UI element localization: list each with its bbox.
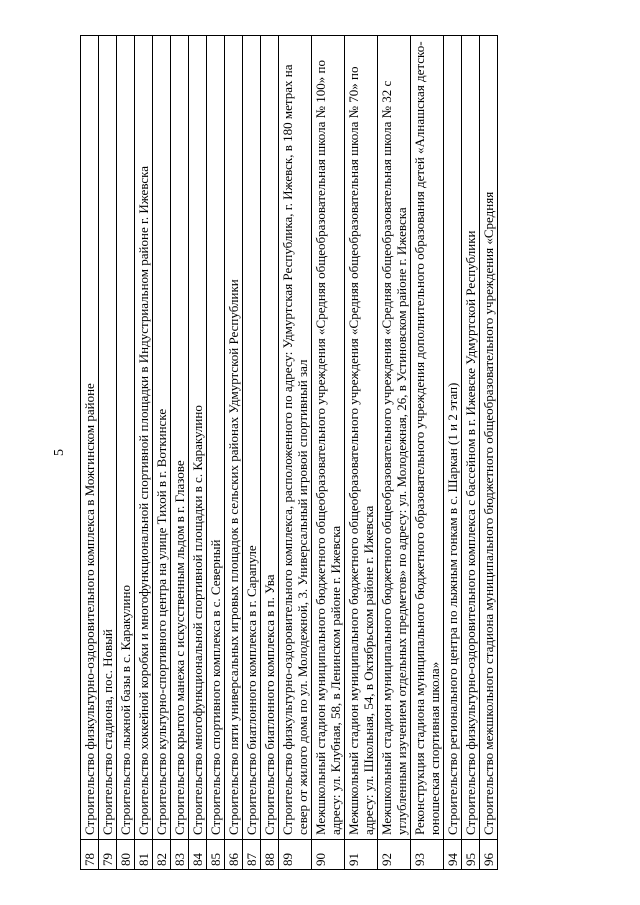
table-row bbox=[99, 36, 117, 870]
row-number: 86 bbox=[225, 840, 243, 870]
project-description: Строительство межшкольного стадиона муниципального бюджетного общеобразовательного учреждения «Средняя bbox=[480, 36, 498, 840]
project-description: Строительство крытого манежа с искусственным льдом в г. Глазове bbox=[171, 36, 189, 840]
project-description: Строительство физкультурно-оздоровительного комплекса с бассейном в г. Ижевске Удмуртской Республики bbox=[462, 36, 480, 840]
table-row bbox=[378, 36, 411, 870]
project-description: Реконструкция стадиона муниципального бюджетного образовательного учреждения дополнительного образования детей «Алнашская детско-юношеская спортивная школа» bbox=[411, 36, 444, 840]
table-row bbox=[345, 36, 378, 870]
table-row bbox=[153, 36, 171, 870]
table-row bbox=[480, 36, 498, 870]
page-number: 5 bbox=[52, 449, 67, 456]
table-row bbox=[207, 36, 225, 870]
table-row bbox=[261, 36, 279, 870]
table-body bbox=[81, 36, 498, 870]
row-number: 92 bbox=[378, 840, 411, 870]
row-number: 81 bbox=[135, 840, 153, 870]
row-number: 83 bbox=[171, 840, 189, 870]
row-number: 91 bbox=[345, 840, 378, 870]
project-description: Строительство хоккейной коробки и многофункциональной спортивной площадки в Индустриальном районе г. Ижевска bbox=[135, 36, 153, 840]
construction-projects-table bbox=[80, 35, 498, 870]
row-number: 94 bbox=[444, 840, 462, 870]
project-description: Строительство пяти универсальных игровых площадок в сельских районах Удмуртской Республики bbox=[225, 36, 243, 840]
row-number: 90 bbox=[312, 840, 345, 870]
table-row bbox=[462, 36, 480, 870]
project-description: Межшкольный стадион муниципального бюджетного общеобразовательного учреждения «Средняя общеобразовательная школа № 100» по адресу: ул. Клубная, 58, в Ленинском районе г. Ижевска bbox=[312, 36, 345, 840]
project-description: Межшкольный стадион муниципального бюджетного общеобразовательного учреждения «Средняя общеобразовательная школа № 70» по адресу: ул. Школьная, 54, в Октябрьском районе г. Ижевска bbox=[345, 36, 378, 840]
project-description: Строительство многофункциональной спортивной площадки в с. Каракулино bbox=[189, 36, 207, 840]
project-description: Строительство биатлонного комплекса в п. Ува bbox=[261, 36, 279, 840]
project-description: Строительство биатлонного комплекса в г. Сарапуле bbox=[243, 36, 261, 840]
row-number: 80 bbox=[117, 840, 135, 870]
table-row bbox=[117, 36, 135, 870]
table-row bbox=[135, 36, 153, 870]
project-description: Строительство регионального центра по лыжным гонкам в с. Шаркан (1 и 2 этап) bbox=[444, 36, 462, 840]
row-number: 87 bbox=[243, 840, 261, 870]
project-description: Межшкольный стадион муниципального бюджетного общеобразовательного учреждения «Средняя общеобразовательная школа № 32 с углубленным изучением отдельных предметов» по адресу: ул. Молодежная, 26, в Устиновском районе г. Ижевска bbox=[378, 36, 411, 840]
project-description: Строительство физкультурно-оздоровительного комплекса в Можгинском районе bbox=[81, 36, 99, 840]
table-row bbox=[243, 36, 261, 870]
row-number: 93 bbox=[411, 840, 444, 870]
table-row bbox=[411, 36, 444, 870]
project-description: Строительство культурно-спортивного центра на улице Тихой в г. Воткинске bbox=[153, 36, 171, 840]
row-number: 84 bbox=[189, 840, 207, 870]
row-number: 78 bbox=[81, 840, 99, 870]
table-row bbox=[171, 36, 189, 870]
table-row bbox=[225, 36, 243, 870]
row-number: 82 bbox=[153, 840, 171, 870]
row-number: 89 bbox=[279, 840, 312, 870]
table-row bbox=[81, 36, 99, 870]
row-number: 88 bbox=[261, 840, 279, 870]
table-wrapper bbox=[80, 35, 498, 870]
row-number: 85 bbox=[207, 840, 225, 870]
project-description: Строительство стадиона, пос. Новый bbox=[99, 36, 117, 840]
row-number: 95 bbox=[462, 840, 480, 870]
table-row bbox=[312, 36, 345, 870]
project-description: Строительство спортивного комплекса в с. Северный bbox=[207, 36, 225, 840]
table-row bbox=[444, 36, 462, 870]
table-row bbox=[189, 36, 207, 870]
row-number: 96 bbox=[480, 840, 498, 870]
project-description: Строительство лыжной базы в с. Каракулино bbox=[117, 36, 135, 840]
row-number: 79 bbox=[99, 840, 117, 870]
table-row bbox=[279, 36, 312, 870]
project-description: Строительство физкультурно-оздоровительного комплекса, расположенного по адресу: Удмуртская Республика, г. Ижевск, в 180 метрах на север от жилого дома по ул. Молодежной, 3. Универсальный игровой спортивный зал bbox=[279, 36, 312, 840]
